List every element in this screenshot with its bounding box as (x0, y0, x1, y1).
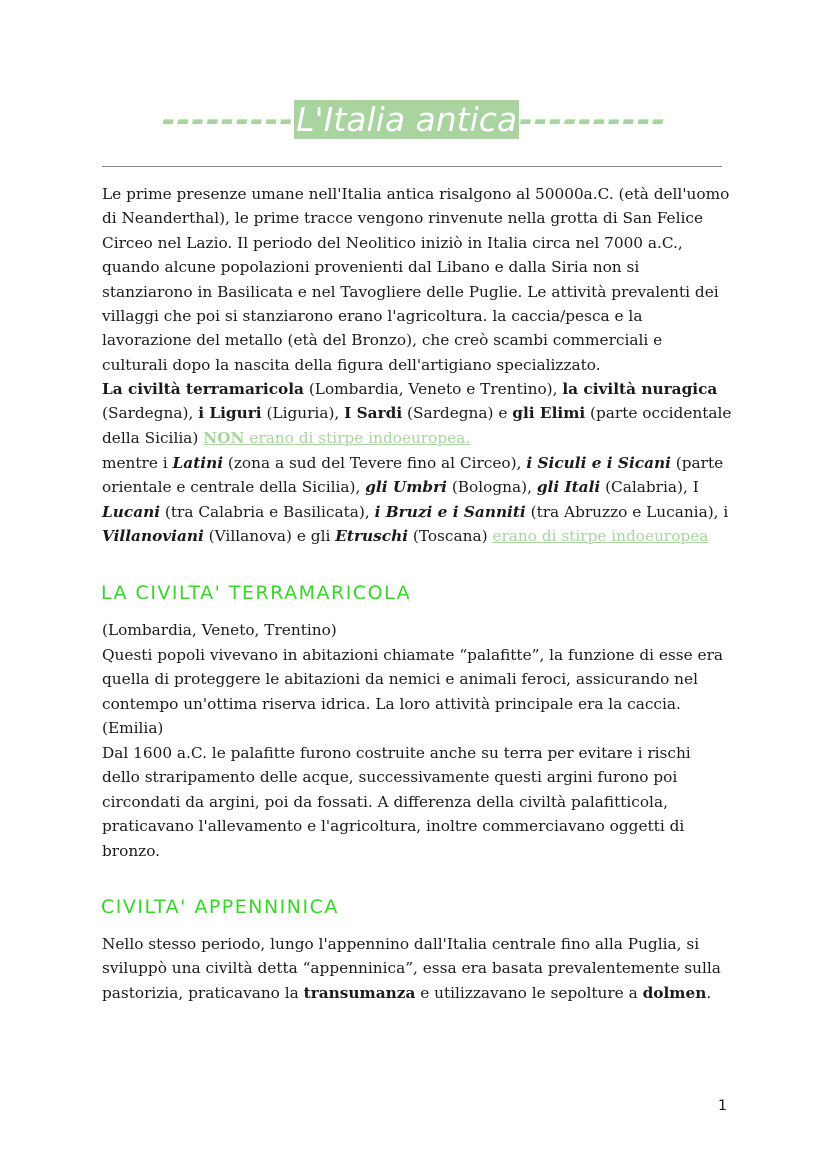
terramaricola-region-2: (Emilia) (102, 719, 164, 737)
bold-text: i Bruzi e i Sanniti (374, 502, 526, 521)
text-segment: Nello stesso periodo, lungo l'appennino dall'Italia centrale fino alla Puglia, si sviluppò una civiltà detta “appenninica”, essa era basata prevalentemente sulla pastorizia, praticavano la (102, 935, 721, 1002)
bold-text: gli Itali (536, 478, 601, 497)
title-right-dashes: ---------- (519, 100, 667, 139)
bold-text: Etruschi (335, 527, 408, 546)
bold-text: Latini (172, 454, 224, 472)
bold-text: gli Umbri (365, 478, 447, 497)
title-text: L'Italia antica (296, 100, 518, 139)
text-segment: (zona a sud del Tevere fino al Circeo), (223, 454, 527, 472)
bold-text: gli Elimi (512, 404, 586, 423)
terramaricola-paragraph-2: Dal 1600 a.C. le palafitte furono costruite anche su terra per evitare i rischi dello straripamento delle acque, successivamente questi argini furono poi circondati da argini, poi da fossati. A differenza della civiltà palafitticola, praticavano l'allevamento e l'agricoltura, inoltre commerciavano oggetti di bronzo. (102, 744, 691, 860)
appenninica-paragraph (102, 932, 732, 1005)
bold-text: I Sardi (344, 404, 403, 423)
page-number: 1 (718, 1098, 727, 1114)
text-segment: (parte occidentale della Sicilia) (102, 404, 732, 447)
title-left-dashes: --------- (161, 100, 295, 139)
terramaricola-paragraph-1: Questi popoli vivevano in abitazioni chiamate “palafitte”, la funzione di esse era quella di proteggere le abitazioni da nemici e animali feroci, assicurando nel contempo un'ottima riserva idrica. La loro attività principale era la caccia. (102, 646, 724, 713)
bold-text: Villanoviani (102, 527, 204, 546)
link-text[interactable]: NON (203, 428, 245, 447)
text-segment: (Bologna), (446, 478, 537, 497)
link-text[interactable]: erano di stirpe indoeuropea (492, 527, 709, 546)
bold-text: La civiltà terramaricola (102, 380, 304, 398)
bold-text: dolmen (642, 983, 707, 1002)
text-segment: (Toscana) (408, 527, 493, 546)
text-segment: (Lombardia, Veneto e Trentino), (303, 380, 563, 398)
indoeuropean-paragraph (102, 451, 732, 549)
bold-text: la civiltà nuragica (562, 380, 718, 398)
text-segment: (Sardegna), (102, 404, 199, 423)
section-heading-terramaricola: LA CIVILTA' TERRAMARICOLA (101, 582, 412, 604)
bold-text: i Siculi e i Sicani (526, 454, 671, 472)
bold-text: Lucani (102, 502, 161, 521)
non-indoeuropean-paragraph (102, 377, 732, 450)
text-segment: e utilizzavano le sepolture a (415, 983, 643, 1002)
text-segment: (Liguria), (261, 404, 345, 423)
text-segment: (parte orientale e centrale della Sicilia), (102, 454, 724, 497)
page-title (0, 96, 828, 144)
bold-text: i Liguri (198, 404, 262, 423)
text-segment: (tra Calabria e Basilicata), (160, 502, 375, 521)
section-heading-appenninica: CIVILTA' APPENNINICA (101, 896, 339, 918)
link-text[interactable]: erano di stirpe indoeuropea. (244, 428, 471, 447)
text-segment: (tra Abruzzo e Lucania), i (525, 502, 729, 521)
terramaricola-region: (Lombardia, Veneto, Trentino) (102, 621, 337, 639)
text-segment: (Villanova) e gli (203, 527, 336, 546)
text-segment: (Sardegna) e (402, 404, 513, 423)
text-segment: (Calabria), I (600, 478, 699, 497)
title-divider (102, 166, 722, 167)
text-segment: mentre i (102, 454, 173, 472)
text-segment: . (706, 983, 712, 1002)
intro-paragraph: Le prime presenze umane nell'Italia antica risalgono al 50000a.C. (età dell'uomo di Neanderthal), le prime tracce vengono rinvenute nella grotta di San Felice Circeo nel Lazio. Il periodo del Neolitico iniziò in Italia circa nel 7000 a.C., quando alcune popolazioni provenienti dal Libano e dalla Siria non si stanziarono in Basilicata e nel Tavogliere delle Puglie. Le attività prevalenti dei villaggi che poi si stanziarono erano l'agricoltura. la caccia/pesca e la lavorazione del metallo (età del Bronzo), che creò scambi commerciali e culturali dopo la nascita della figura dell'artigiano specializzato. (102, 185, 730, 374)
bold-text: transumanza (303, 983, 416, 1002)
